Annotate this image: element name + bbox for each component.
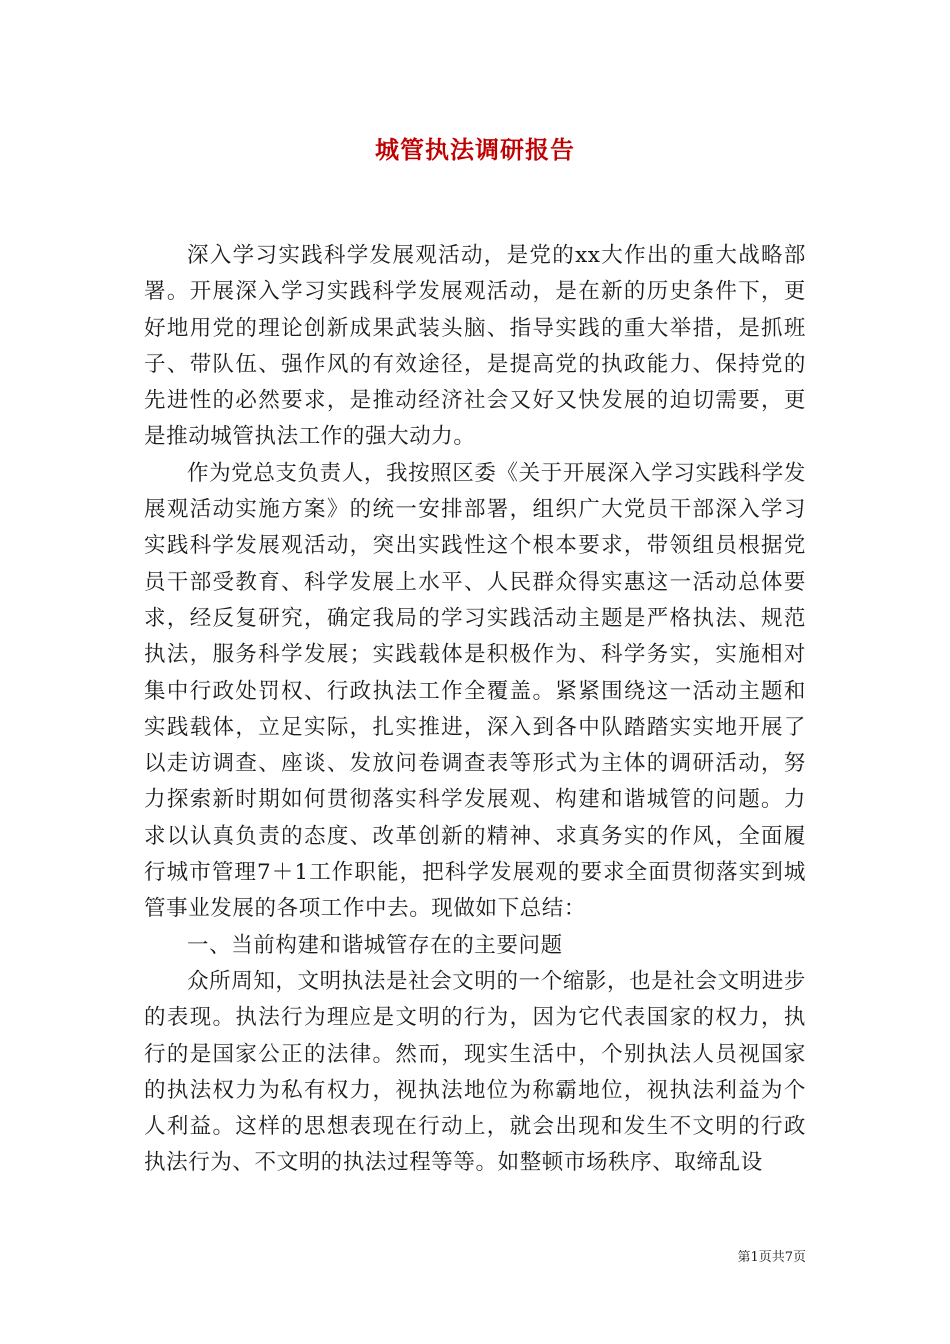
document-body <box>144 238 806 1182</box>
page-number: 第1页共7页 <box>737 1250 806 1265</box>
paragraph-intro: 深入学习实践科学发展观活动，是党的xx大作出的重大战略部署。开展深入学习实践科学发展观活动，是在新的历史条件下，更好地用党的理论创新成果武装头脑、指导实践的重大举措，是抓班子、带队伍、强作风的有效途径，是提高党的执政能力、保持党的先进性的必然要求，是推动经济社会又好又快发展的迫切需要，更是推动城管执法工作的强大动力。 <box>144 243 806 450</box>
section-heading-1: 一、当前构建和谐城管存在的主要问题 <box>187 932 563 958</box>
paragraph-background: 作为党总支负责人，我按照区委《关于开展深入学习实践科学发展观活动实施方案》的统一安排部署，组织广大党员干部深入学习实践科学发展观活动，突出实践性这个根本要求，带领组员根据党员干部受教育、科学发展上水平、人民群众得实惠这一活动总体要求，经反复研究，确定我局的学习实践活动主题是严格执法、规范执法，服务科学发展；实践载体是积极作为、科学务实，实施相对集中行政处罚权、行政执法工作全覆盖。紧紧围绕这一活动主题和实践载体，立足实际，扎实推进，深入到各中队踏踏实实地开展了以走访调查、座谈、发放问卷调查表等形式为主体的调研活动，努力探索新时期如何贯彻落实科学发展观、构建和谐城管的问题。力求以认真负责的态度、改革创新的精神、求真务实的作风，全面履行城市管理7＋1工作职能，把科学发展观的要求全面贯彻落实到城管事业发展的各项工作中去。现做如下总结： <box>144 460 806 922</box>
document-title: 城管执法调研报告 <box>375 135 575 164</box>
paragraph-section-1: 众所周知，文明执法是社会文明的一个缩影，也是社会文明进步的表现。执法行为理应是文明的行为，因为它代表国家的权力，执行的是国家公正的法律。然而，现实生活中，个别执法人员视国家的执法权力为私有权力，视执法地位为称霸地位，视执法利益为个人利益。这样的思想表现在行动上，就会出现和发生不文明的行政执法行为、不文明的执法过程等等。如整顿市场秩序、取缔乱设 <box>144 968 806 1176</box>
